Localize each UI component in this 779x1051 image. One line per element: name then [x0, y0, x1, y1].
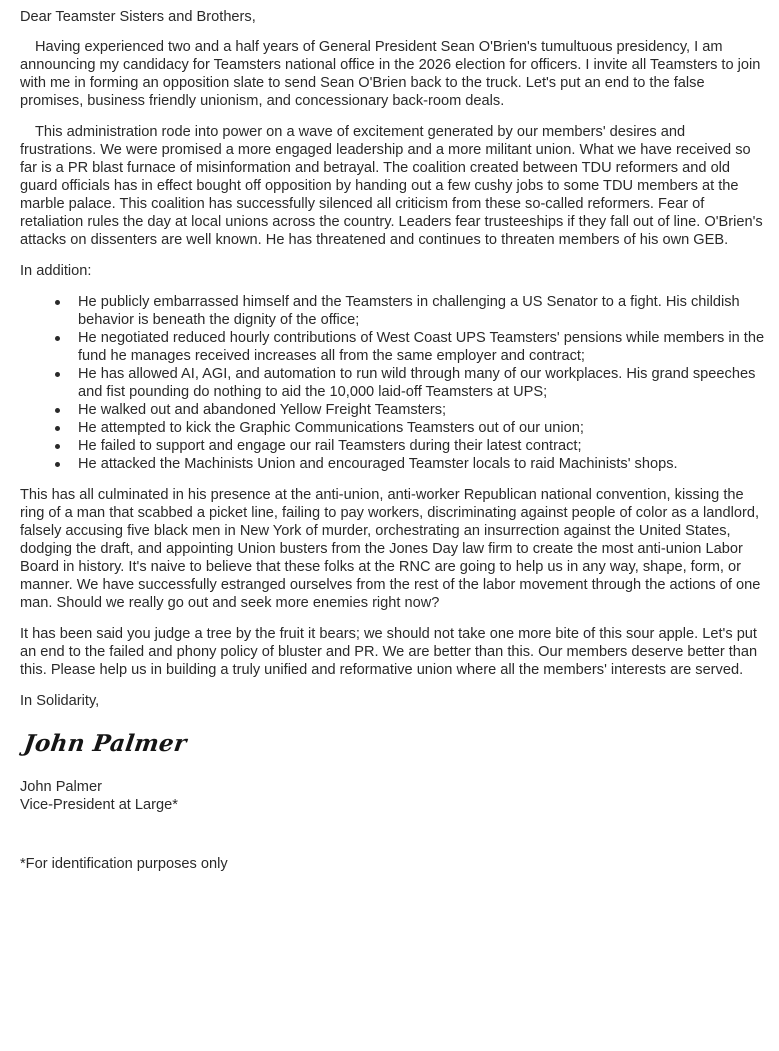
- signer-title: Vice-President at Large*: [20, 797, 178, 813]
- handwritten-signature: John Palmer: [22, 730, 189, 757]
- closing-salutation: In Solidarity,: [20, 693, 100, 709]
- paragraph-candidacy: Having experienced two and a half years of General President Sean O'Brien's tumultuous presidency, I am announcing my candidacy for Teamsters national office in the 2026 election for officers. I invite all Teamsters to join with me in forming an opposition slate to send Sean O'Brien back to the truck. Let's put an end to the false promises, business friendly unionism, and concessionary back-room deals.: [20, 39, 761, 109]
- list-item: He has allowed AI, AGI, and automation to run wild through many of our workplaces. His grand speeches and fist pounding do nothing to aid the 10,000 laid-off Teamsters at UPS;: [78, 365, 765, 401]
- list-item: He attacked the Machinists Union and encouraged Teamster locals to raid Machinists' shops.: [78, 455, 765, 473]
- list-item: He publicly embarrassed himself and the Teamsters in challenging a US Senator to a fight. His childish behavior is beneath the dignity of the office;: [78, 293, 765, 329]
- paragraph-administration: This administration rode into power on a wave of excitement generated by our members' desires and frustrations. We were promised a more engaged leadership and a more militant union. What we have received so far is a PR blast furnace of misinformation and betrayal. The coalition created between TDU reformers and old guard officials has in effect bought off opposition by handing out a few cushy jobs to some TDU members at the marble palace. This coalition has successfully silenced all criticism from these so-called reformers. Fear of retaliation rules the day at local unions across the country. Leaders fear trusteeships if they fall out of line. O'Brien's attacks on dissenters are well known. He has threatened and continues to threaten members of his own GEB.: [20, 124, 763, 248]
- list-item: He walked out and abandoned Yellow Freight Teamsters;: [78, 401, 765, 419]
- signer-name: John Palmer: [20, 779, 102, 795]
- footnote: *For identification purposes only: [20, 856, 228, 872]
- paragraph-culmination: This has all culminated in his presence at the anti-union, anti-worker Republican national convention, kissing the ring of a man that scabbed a picket line, failing to pay workers, discriminating against people of color as a landlord, falsely accusing five black men in New York of murder, orchestrating an insurrection against the United States, dodging the draft, and appointing Union busters from the Jones Day law firm to create the most anti-union Labor Board in history. It's naive to believe that these folks at the RNC are going to help us in any way, shape, form, or manner. We have successfully estranged ourselves from the rest of the labor movement through the actions of one man. Should we really go out and seek more enemies right now?: [20, 487, 761, 611]
- list-item: He negotiated reduced hourly contributions of West Coast UPS Teamsters' pensions while members in the fund he manages received increases all from the same employer and contract;: [78, 330, 765, 364]
- addition-label: In addition:: [20, 263, 92, 279]
- grievance-list: [20, 293, 765, 473]
- list-item: He failed to support and engage our rail Teamsters during their latest contract;: [78, 437, 765, 455]
- paragraph-conclusion: It has been said you judge a tree by the fruit it bears; we should not take one more bite of this sour apple. Let's put an end to the failed and phony policy of bluster and PR. We are better than this. Our members deserve better than this. Please help us in building a truly unified and reformative union where all the members' interests are served.: [20, 626, 758, 678]
- letter-greeting: Dear Teamster Sisters and Brothers,: [20, 9, 256, 25]
- list-item: He attempted to kick the Graphic Communications Teamsters out of our union;: [78, 419, 765, 437]
